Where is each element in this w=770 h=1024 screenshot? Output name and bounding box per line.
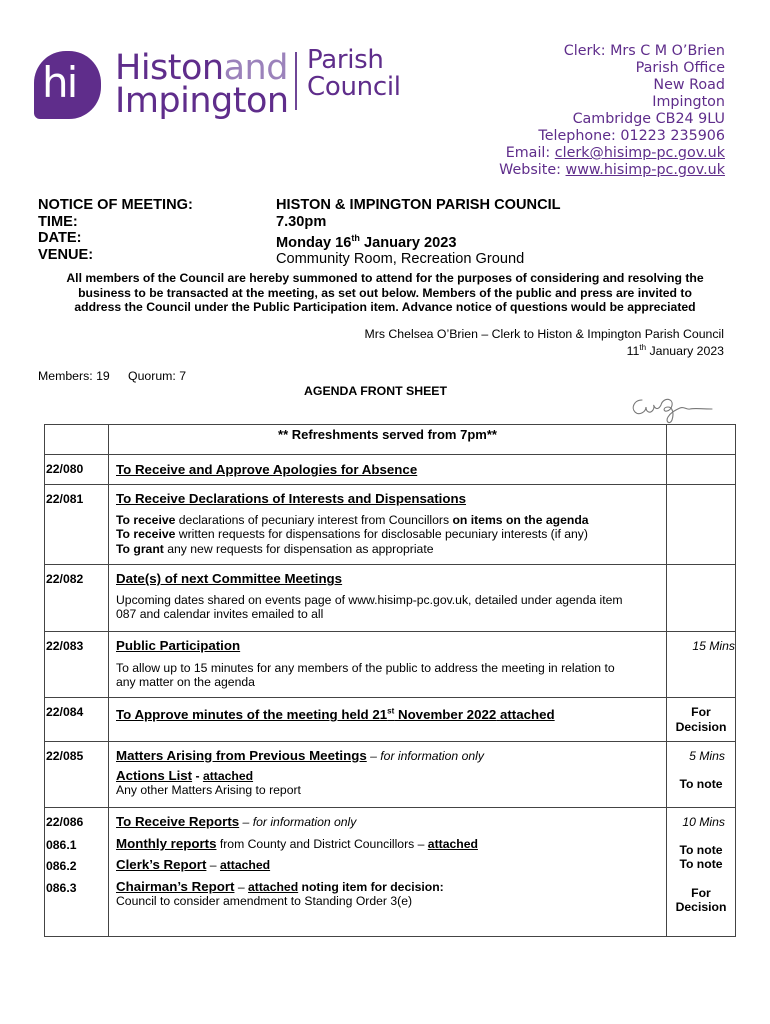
- attached-link[interactable]: attached: [219, 858, 271, 873]
- item-action: For: [691, 885, 711, 900]
- item-action: [667, 698, 736, 742]
- item-line: any matter on the agenda: [116, 675, 255, 690]
- item-sub-line: [116, 769, 666, 784]
- item-side: [667, 742, 736, 808]
- item-line: Any other Matters Arising to report: [116, 783, 301, 798]
- signoff-date-sup: th: [639, 343, 647, 352]
- item-body: [109, 565, 667, 632]
- notice-key-meeting: NOTICE OF MEETING:: [38, 197, 193, 213]
- summons-line-2: business to be transacted at the meeting, as set out below. Members of the public and press are invited to: [78, 285, 692, 300]
- item-title: To Receive Reports: [116, 814, 240, 829]
- item-line-bold: To receive: [116, 512, 176, 527]
- table-cell: [667, 455, 736, 485]
- item-title-line: [116, 749, 666, 764]
- item-sub-title: Actions List: [116, 767, 193, 783]
- logo-and: and: [223, 48, 288, 88]
- address-road: New Road: [653, 77, 725, 93]
- item-title: Date(s) of next Committee Meetings: [116, 571, 343, 586]
- item-body: [109, 808, 667, 937]
- address-clerk: Clerk: Mrs C M O’Brien: [563, 43, 725, 59]
- item-title-line: [116, 815, 666, 830]
- item-body: [109, 742, 667, 808]
- sub-item-chairman: [116, 880, 666, 895]
- agenda-title: AGENDA FRONT SHEET: [304, 384, 448, 398]
- item-line-text: any new requests for dispensation as appropriate: [163, 541, 434, 556]
- item-note: – for information only: [239, 815, 357, 829]
- website-label: Website:: [499, 162, 566, 178]
- item-action: To note: [679, 776, 723, 791]
- notice-value-time: 7.30pm: [276, 213, 327, 230]
- item-action-line: For: [691, 705, 711, 719]
- notice-value-meeting: HISTON & IMPINGTON PARISH COUNCIL: [276, 197, 561, 213]
- agenda-table: [44, 424, 736, 937]
- item-line-bold: To receive: [116, 527, 176, 542]
- item-number: 086.3: [46, 880, 77, 895]
- table-cell: [667, 425, 736, 455]
- item-title: To Receive Declarations of Interests and Dispensations: [116, 491, 467, 506]
- sub-item-title: Clerk’s Report: [116, 857, 207, 873]
- summons-line-3: address the Council under the Public Participation item. Advance notice of questions would be appreciated: [74, 300, 696, 315]
- website-link[interactable]: www.hisimp-pc.gov.uk: [565, 162, 725, 178]
- address-village: Impington: [652, 94, 725, 110]
- item-number: 22/080: [45, 455, 109, 485]
- date-sup: th: [351, 233, 360, 243]
- item-line-bold: on items on the agenda: [452, 512, 589, 527]
- sub-item-monthly: [116, 837, 666, 852]
- sub-item-text: from County and District Councillors –: [216, 836, 428, 851]
- item-action: To note: [679, 857, 723, 872]
- sub-item-title: Chairman’s Report: [116, 878, 235, 894]
- table-row: [45, 698, 736, 742]
- table-row: [45, 485, 736, 565]
- table-cell: [667, 565, 736, 632]
- sub-item-clerk: [116, 858, 666, 873]
- address-postcode: Cambridge CB24 9LU: [572, 111, 725, 127]
- table-row: [45, 565, 736, 632]
- refreshments-note: ** Refreshments served from 7pm**: [109, 425, 667, 455]
- email-label: Email:: [505, 145, 555, 161]
- item-line: [116, 527, 666, 542]
- attached-link[interactable]: attached: [202, 768, 254, 783]
- notice-value-date: [276, 230, 561, 251]
- sub-item-text: –: [206, 858, 220, 873]
- item-body: [109, 632, 667, 698]
- item-body: [109, 485, 667, 565]
- address-office: Parish Office: [635, 60, 725, 76]
- item-title: Public Participation: [116, 638, 241, 653]
- date-day: Monday 16: [276, 234, 352, 251]
- table-cell: [667, 485, 736, 565]
- item-title: [116, 707, 555, 722]
- notice-key-venue: VENUE:: [38, 246, 94, 263]
- item-sub-dash: -: [192, 768, 203, 783]
- item-line: [116, 513, 666, 528]
- item-action-line: Decision: [675, 719, 727, 734]
- logo-divider: [295, 52, 297, 110]
- table-row: [45, 632, 736, 698]
- table-cell: [45, 425, 109, 455]
- table-row: [45, 808, 736, 937]
- item-line: Upcoming dates shared on events page of www.hisimp-pc.gov.uk, detailed under agenda item: [116, 592, 623, 607]
- notice-key-time: TIME:: [38, 213, 78, 230]
- item-line: Council to consider amendment to Standing Order 3(e): [116, 894, 413, 909]
- attached-link[interactable]: attached: [499, 707, 555, 723]
- item-line-text: written requests for dispensations for disclosable pecuniary interests (if any): [175, 527, 588, 542]
- item-note: – for information only: [366, 749, 484, 763]
- item-number: 22/086: [46, 815, 84, 829]
- item-title-part: To Approve minutes of the meeting held 21: [116, 707, 388, 723]
- logo-mark-text: hi: [42, 58, 77, 107]
- summons-paragraph: [20, 271, 750, 315]
- notice-keys: [38, 197, 193, 263]
- email-link[interactable]: clerk@hisimp-pc.gov.uk: [554, 145, 725, 161]
- signoff-date-day: 11: [626, 344, 640, 359]
- address-email-line: [499, 145, 725, 162]
- attached-link[interactable]: attached: [248, 879, 299, 894]
- item-title-sup: st: [387, 707, 395, 716]
- item-number: 22/082: [45, 565, 109, 632]
- notice-key-date: DATE:: [38, 230, 82, 246]
- logo-mark: [34, 51, 101, 119]
- item-time: 10 Mins: [682, 815, 725, 829]
- item-body: [109, 698, 667, 742]
- notice-value-venue: Community Room, Recreation Ground: [276, 251, 525, 268]
- item-number-group: [45, 808, 109, 937]
- item-title: To Receive and Approve Apologies for Absence: [116, 462, 418, 477]
- item-line: To allow up to 15 minutes for any members of the public to address the meeting in relation to: [116, 660, 615, 675]
- signoff-date: [627, 341, 724, 359]
- attached-link[interactable]: attached: [427, 836, 478, 851]
- item-number: 22/085: [45, 742, 109, 808]
- item-line: 087 and calendar invites emailed to all: [116, 607, 324, 622]
- address-website-line: [499, 162, 725, 179]
- sub-item-text: –: [234, 879, 249, 894]
- item-time: 5 Mins: [689, 749, 725, 763]
- table-row: [45, 425, 736, 455]
- item-action: Decision: [675, 900, 727, 915]
- signoff-clerk: Mrs Chelsea O’Brien – Clerk to Histon & Impington Parish Council: [364, 327, 724, 341]
- notice-values: [276, 197, 561, 268]
- item-number: 22/083: [45, 632, 109, 698]
- item-title-part: November 2022: [394, 707, 497, 723]
- signoff-date-month: January 2023: [646, 344, 724, 359]
- item-line-bold: To grant: [116, 541, 164, 556]
- logo-council: Council: [307, 72, 401, 102]
- item-line: [116, 542, 666, 557]
- summons-line-1: All members of the Council are hereby summoned to attend for the purposes of considering and resolving the: [66, 271, 704, 285]
- address-block: [499, 43, 725, 179]
- quorum-count: Quorum: 7: [128, 369, 187, 383]
- date-month: January 2023: [359, 234, 457, 251]
- sub-item-tail: noting item for decision:: [298, 879, 444, 894]
- sub-item-title: Monthly reports: [116, 835, 217, 851]
- logo-word-line2: Impington: [115, 81, 289, 121]
- item-number: 086.1: [46, 837, 77, 852]
- item-line-text: declarations of pecuniary interest from Councillors: [175, 512, 453, 527]
- signature-image: [628, 390, 720, 426]
- logo-parish: Parish: [307, 45, 384, 75]
- table-row: [45, 455, 736, 485]
- address-telephone: Telephone: 01223 235906: [538, 128, 725, 144]
- item-number: 22/084: [45, 698, 109, 742]
- item-action: To note: [679, 842, 723, 857]
- item-number: 086.2: [46, 859, 77, 874]
- item-number: 22/081: [45, 485, 109, 565]
- table-row: [45, 742, 736, 808]
- item-side: [667, 808, 736, 937]
- logo-histon: Histon: [115, 48, 224, 88]
- item-title: Matters Arising from Previous Meetings: [116, 748, 367, 763]
- item-time: 15 Mins: [667, 632, 736, 698]
- members-count: Members: 19: [38, 369, 110, 383]
